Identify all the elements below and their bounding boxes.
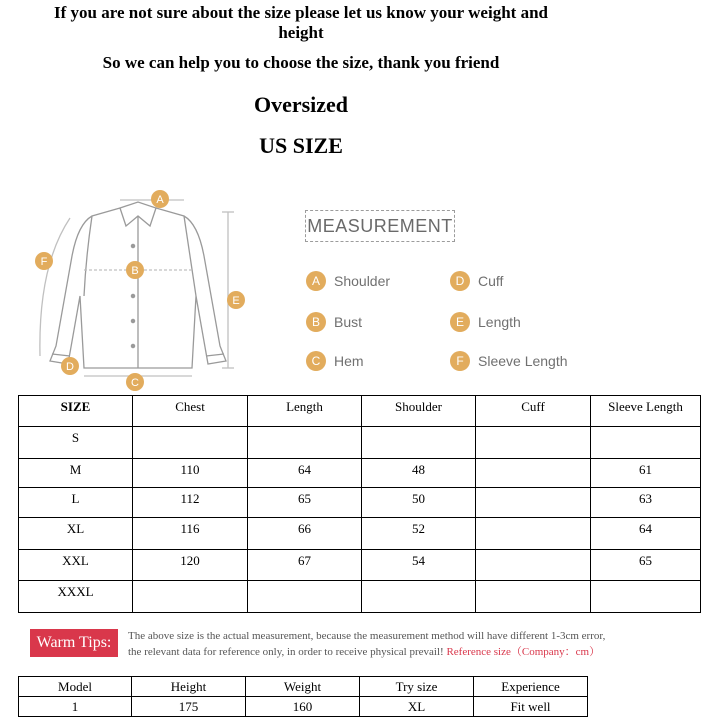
letter-b-icon: B <box>306 312 326 332</box>
table-row <box>19 518 701 550</box>
svg-text:B: B <box>131 265 139 277</box>
cell: Fit well <box>474 697 588 717</box>
table-header-row <box>19 677 588 697</box>
legend-label: Bust <box>334 314 363 330</box>
size-help-line: So we can help you to choose the size, thank you friend <box>102 53 500 72</box>
svg-text:D: D <box>66 361 74 373</box>
size-notice-line-2: height <box>278 23 324 42</box>
cell: 110 <box>133 459 248 488</box>
size-region-title: US SIZE <box>259 133 343 158</box>
letter-f-icon: F <box>450 351 470 371</box>
cell: 54 <box>362 550 476 581</box>
warm-tips <box>30 627 670 663</box>
shirt-marker-d-icon <box>61 357 79 375</box>
fit-title: Oversized <box>253 92 349 117</box>
cell: 67 <box>248 550 362 581</box>
cell: 63 <box>591 488 701 518</box>
header-experience: Experience <box>474 677 588 697</box>
shirt-marker-b-icon <box>126 261 144 279</box>
measurement-title: MEASUREMENT <box>305 210 455 242</box>
legend-label: Cuff <box>478 273 504 289</box>
cell <box>476 581 591 613</box>
size-chart-table <box>18 395 701 613</box>
cell <box>476 427 591 459</box>
cell: 50 <box>362 488 476 518</box>
shirt-marker-f-icon <box>35 252 53 270</box>
cell: XL <box>19 518 133 550</box>
header-height: Height <box>132 677 246 697</box>
cell <box>133 427 248 459</box>
cell: M <box>19 459 133 488</box>
legend-item-cuff <box>450 271 503 291</box>
cell: 48 <box>362 459 476 488</box>
cell <box>591 581 701 613</box>
table-row <box>19 581 701 613</box>
header-length: Length <box>248 396 362 427</box>
legend-label: Length <box>478 314 521 330</box>
table-header-row <box>19 396 701 427</box>
header-chest: Chest <box>133 396 248 427</box>
header-model: Model <box>19 677 132 697</box>
cell: XL <box>360 697 474 717</box>
table-row <box>19 459 701 488</box>
cell: S <box>19 427 133 459</box>
model-fit-table <box>18 676 588 717</box>
cell <box>362 581 476 613</box>
warm-tips-line-2 <box>128 644 688 660</box>
header-shoulder: Shoulder <box>362 396 476 427</box>
letter-e-icon: E <box>450 312 470 332</box>
cell <box>476 550 591 581</box>
shirt-marker-c-icon <box>126 373 144 391</box>
svg-text:A: A <box>156 194 164 206</box>
cell <box>362 427 476 459</box>
cell <box>133 581 248 613</box>
cell: 64 <box>248 459 362 488</box>
letter-c-icon: C <box>306 351 326 371</box>
shirt-marker-e-icon <box>227 291 245 309</box>
cell: 61 <box>591 459 701 488</box>
letter-a-icon: A <box>306 271 326 291</box>
cell <box>248 581 362 613</box>
header-weight: Weight <box>246 677 360 697</box>
cell: 120 <box>133 550 248 581</box>
cell: 65 <box>591 550 701 581</box>
header-size: SIZE <box>19 396 133 427</box>
header-try-size: Try size <box>360 677 474 697</box>
cell: 175 <box>132 697 246 717</box>
table-row <box>19 697 588 717</box>
legend-item-sleeve-length <box>450 351 568 371</box>
svg-text:C: C <box>131 377 139 389</box>
svg-text:E: E <box>232 295 240 307</box>
svg-text:F: F <box>40 256 48 268</box>
legend-item-bust <box>306 312 362 332</box>
legend-item-length <box>450 312 521 332</box>
cell: XXXL <box>19 581 133 613</box>
reference-size-note: Reference size（Company：cm） <box>446 646 601 658</box>
legend-label: Hem <box>334 353 364 369</box>
cell: 66 <box>248 518 362 550</box>
warm-tips-line-2-text: the relevant data for reference only, in order to receive physical prevail! <box>128 646 444 658</box>
cell: 1 <box>19 697 132 717</box>
cell: 112 <box>133 488 248 518</box>
cell: L <box>19 488 133 518</box>
cell: 116 <box>133 518 248 550</box>
cell <box>476 488 591 518</box>
table-row <box>19 550 701 581</box>
letter-d-icon: D <box>450 271 470 291</box>
cell <box>591 427 701 459</box>
warm-tips-text <box>128 628 688 660</box>
cell: 52 <box>362 518 476 550</box>
legend-item-hem <box>306 351 364 371</box>
cell: XXL <box>19 550 133 581</box>
legend-item-shoulder <box>306 271 390 291</box>
warm-tips-line-1: The above size is the actual measurement, because the measurement method will have different 1-3cm error, <box>128 630 606 642</box>
cell: 64 <box>591 518 701 550</box>
cell <box>248 427 362 459</box>
cell: 160 <box>246 697 360 717</box>
table-row <box>19 488 701 518</box>
shirt-marker-a-icon <box>151 190 169 208</box>
cell <box>476 518 591 550</box>
legend-label: Sleeve Length <box>478 353 568 369</box>
warm-tips-label: Warm Tips: <box>30 629 118 657</box>
header-sleeve-length: Sleeve Length <box>591 396 701 427</box>
header-cuff: Cuff <box>476 396 591 427</box>
table-row <box>19 427 701 459</box>
legend-label: Shoulder <box>334 273 391 289</box>
size-notice-line-1: If you are not sure about the size please let us know your weight and <box>54 3 548 22</box>
cell <box>476 459 591 488</box>
cell: 65 <box>248 488 362 518</box>
